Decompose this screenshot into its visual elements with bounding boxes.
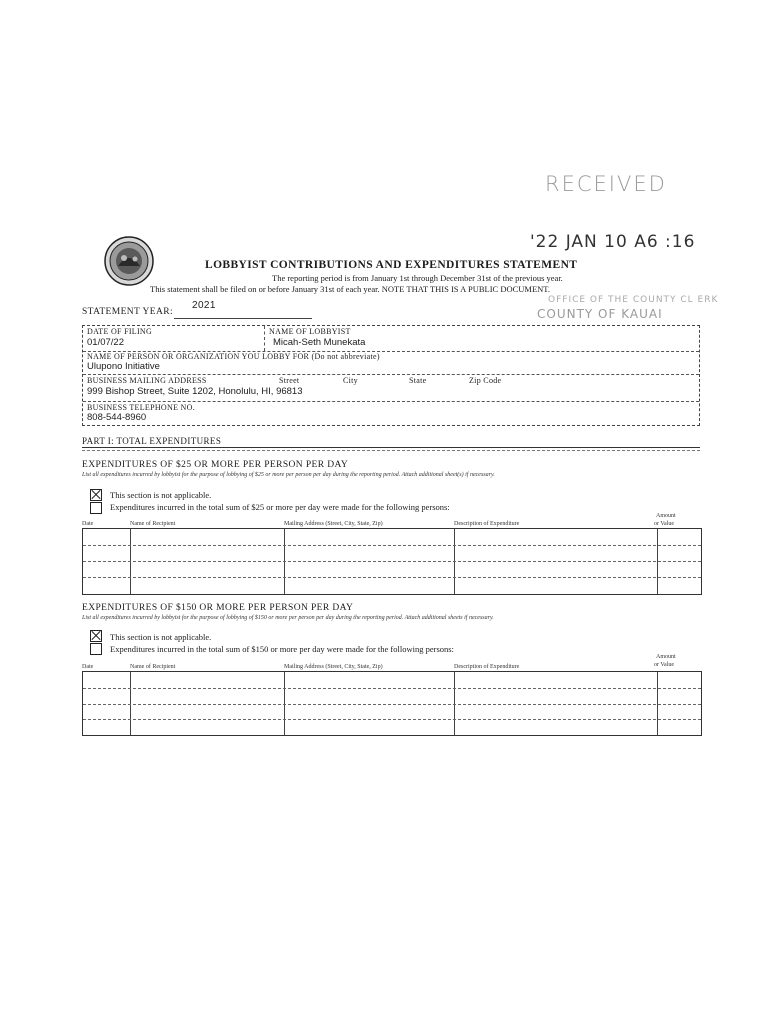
reporting-period-text: The reporting period is from January 1st through December 31st of the previous year. [272,273,563,283]
section150-expenditures-label: Expenditures incurred in the total sum of $150 or more per day were made for the following persons: [110,644,454,654]
organization-field[interactable]: Ulupono Initiative [87,361,160,372]
statement-year-label: STATEMENT YEAR: [82,307,174,317]
state-label: State [409,376,427,385]
section150-col-date: Date [82,664,94,670]
statement-year-value[interactable]: 2021 [192,300,216,311]
phone-label: BUSINESS TELEPHONE NO. [87,403,196,412]
address-field[interactable]: 999 Bishop Street, Suite 1202, Honolulu, HI, 96813 [87,386,303,397]
zip-label: Zip Code [469,376,502,385]
section150-heading: EXPENDITURES OF $150 OR MORE PER PERSON PER DAY [82,603,354,613]
form-title: LOBBYIST CONTRIBUTIONS AND EXPENDITURES STATEMENT [205,259,578,271]
date-of-filing-field[interactable]: 01/07/22 [87,337,124,348]
county-seal-icon [104,236,154,286]
section150-expenditures-checkbox[interactable] [90,643,102,655]
county-stamp-top: OFFICE OF THE COUNTY CL ERK [548,295,719,305]
organization-label: NAME OF PERSON OR ORGANIZATION YOU LOBBY FOR (Do not abbreviate) [87,352,380,361]
section25-col-address: Mailing Address (Street, City, State, Zip) [284,521,383,527]
section25-expenditures-label: Expenditures incurred in the total sum of $25 or more per day were made for the following persons: [110,502,450,512]
section150-not-applicable-checkbox[interactable] [90,630,102,642]
section25-col-description: Description of Expenditure [454,521,520,527]
section25-not-applicable-label: This section is not applicable. [110,490,212,500]
lobbyist-name-field[interactable]: Micah-Seth Munekata [273,337,366,348]
section150-col-recipient: Name of Recipient [130,664,176,670]
street-label: Street [279,376,300,385]
date-of-filing-label: DATE OF FILING [87,327,153,336]
section25-col-date: Date [82,521,94,527]
received-stamp: RECEIVED [545,172,667,196]
section25-heading: EXPENDITURES OF $25 OR MORE PER PERSON PER DAY [82,460,349,470]
phone-field[interactable]: 808-544-8960 [87,412,147,423]
address-label: BUSINESS MAILING ADDRESS [87,376,207,385]
section150-col-address: Mailing Address (Street, City, State, Zip) [284,664,383,670]
section25-expenditures-checkbox[interactable] [90,502,102,514]
section25-instructions: List all expenditures incurred by lobbyist for the purpose of lobbying of $25 or more per person per day during the reporting period. Attach additional sheet(s) if necessary. [82,472,495,478]
date-stamp: '22 JAN 10 A6 :16 [530,232,696,252]
section150-table [82,671,702,736]
city-label: City [343,376,358,385]
lobbyist-name-label: NAME OF LOBBYIST [269,327,351,336]
section150-instructions: List all expenditures incurred by lobbyist for the purpose of lobbying of $150 or more per person per day during the reporting period. Attach additional sheets if necessary. [82,615,494,621]
lobbyist-info-box [82,325,700,426]
section25-not-applicable-checkbox[interactable] [90,489,102,501]
section150-col-amount-1: Amount [656,654,676,660]
section25-col-recipient: Name of Recipient [130,521,176,527]
filing-notice-text: This statement shall be filed on or before January 31st of each year. NOTE THAT THIS IS A PUBLIC DOCUMENT. [150,284,550,294]
section25-col-amount-1: Amount [656,513,676,519]
county-stamp: COUNTY OF KAUAI [537,307,663,321]
section150-not-applicable-label: This section is not applicable. [110,632,212,642]
section25-table [82,528,702,595]
section25-col-amount-2: or Value [654,521,675,527]
section150-col-description: Description of Expenditure [454,664,520,670]
section150-col-amount-2: or Value [654,662,675,668]
part1-title: PART I: TOTAL EXPENDITURES [82,436,222,446]
statement-year [82,300,216,317]
